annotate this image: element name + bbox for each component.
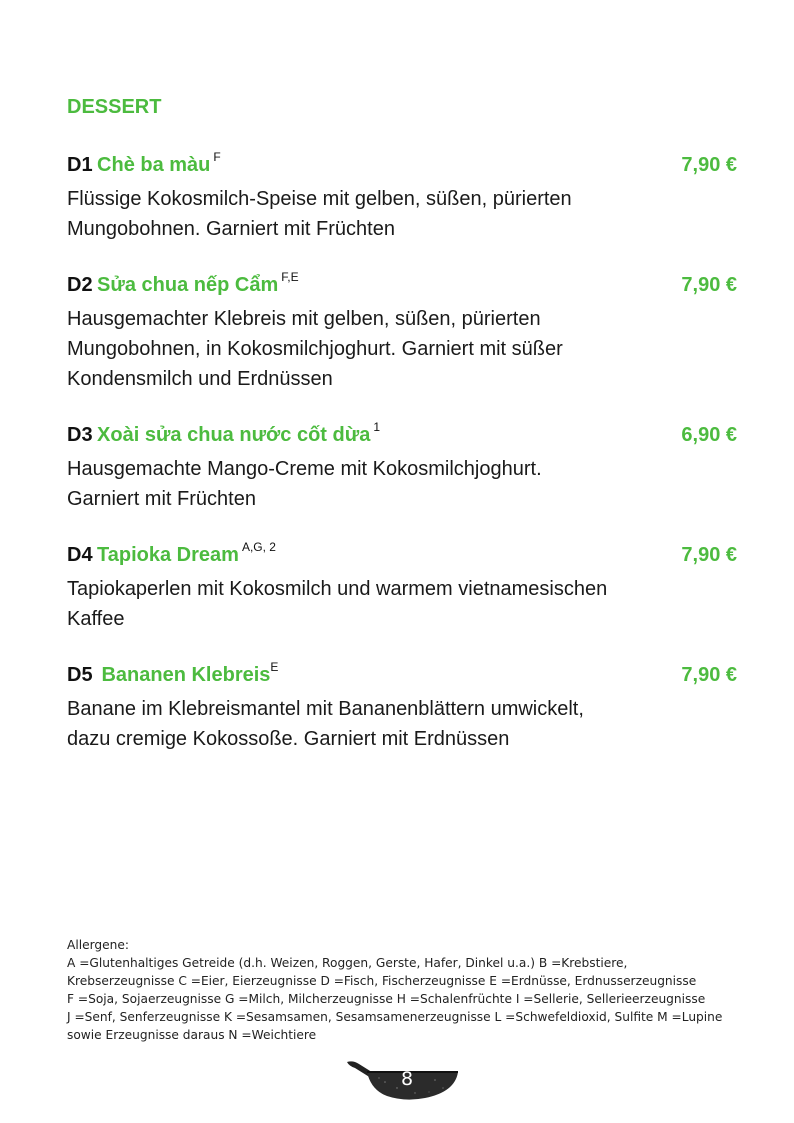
item-price: 6,90 € [681,424,737,446]
page-number: 8 [400,1068,414,1090]
item-allergens: E [270,660,279,674]
item-allergens: F,E [281,270,299,284]
item-price: 7,90 € [681,664,737,686]
menu-item-d5 [67,660,737,754]
item-code: D3 [67,424,93,446]
allergen-line: sowie Erzeugnisse daraus N =Weichtiere [67,1028,317,1042]
allergen-line: Krebserzeugnisse C =Eier, Eierzeugnisse D =Fisch, Fischerzeugnisse E =Erdnüsse, Erdnusserzeugnisse [67,974,697,988]
item-code: D2 [67,274,93,296]
item-price: 7,90 € [681,154,737,176]
item-allergens: 1 [373,420,381,434]
item-price: 7,90 € [681,274,737,296]
item-description: Banane im Klebreismantel mit Bananenblättern umwickelt, dazu cremige Kokossoße. Garniert mit Erdnüssen [67,698,584,750]
section-title: DESSERT [67,96,162,118]
menu-item-d3 [67,420,737,514]
item-name: Tapioka Dream [97,544,239,566]
item-name: Chè ba màu [97,154,211,176]
item-allergens: F [213,150,221,164]
item-code: D5 [67,664,93,686]
menu-item-d2 [67,270,737,394]
allergen-line: A =Glutenhaltiges Getreide (d.h. Weizen, Roggen, Gerste, Hafer, Dinkel u.a.) B =Krebstiere, [67,956,628,970]
allergen-legend [67,936,747,1044]
item-description: Hausgemachter Klebreis mit gelben, süßen, pürierten Mungobohnen, in Kokosmilchjoghurt. Garniert mit süßer Kondensmilch und Erdnüssen [67,308,563,390]
item-price: 7,90 € [681,544,737,566]
allergen-line: J =Senf, Senferzeugnisse K =Sesamsamen, Sesamsamenerzeugnisse L =Schwefeldioxid, Sulfite M =Lupine [67,1010,723,1024]
item-description: Hausgemachte Mango-Creme mit Kokosmilchjoghurt. Garniert mit Früchten [67,458,542,510]
item-name: Bananen Klebreis [101,664,271,686]
menu-item-d1 [67,150,737,244]
item-name: Sửa chua nếp Cẩm [97,274,279,296]
item-description: Tapiokaperlen mit Kokosmilch und warmem vietnamesischen Kaffee [67,578,608,630]
menu-item-d4 [67,540,737,634]
allergen-line: F =Soja, Sojaerzeugnisse G =Milch, Milcherzeugnisse H =Schalenfrüchte I =Sellerie, Sellerieerzeugnisse [67,992,706,1006]
item-description: Flüssige Kokosmilch-Speise mit gelben, süßen, pürierten Mungobohnen. Garniert mit Früchten [67,188,572,240]
item-name: Xoài sửa chua nước cốt dừa [97,424,371,446]
allergen-heading: Allergene: [67,938,129,952]
item-code: D4 [67,544,93,566]
item-code: D1 [67,154,93,176]
item-allergens: A,G, 2 [241,540,276,554]
